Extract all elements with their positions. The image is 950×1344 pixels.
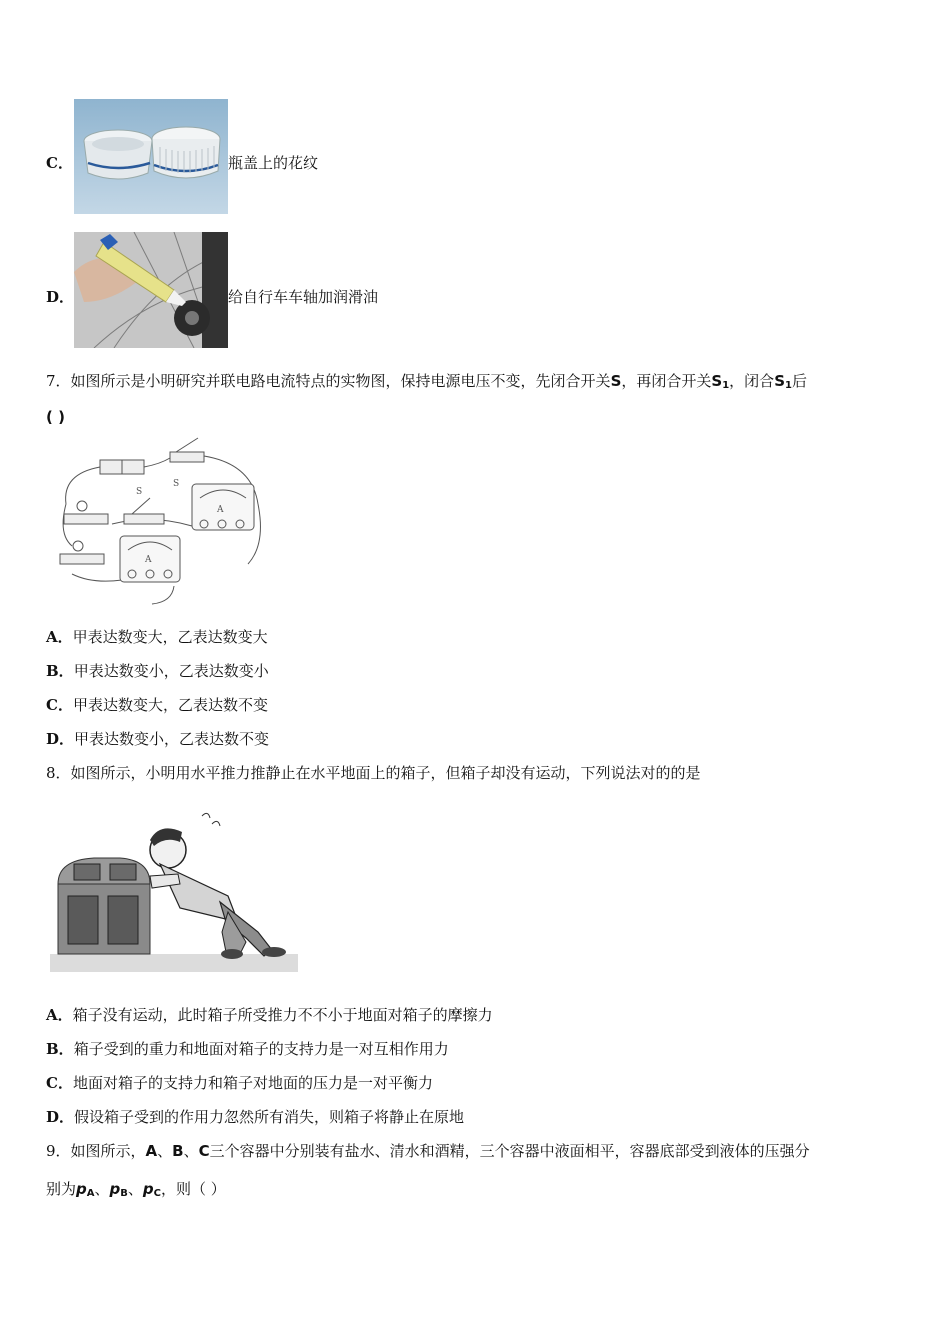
- q7-stem-part4: 后: [791, 372, 807, 390]
- q8-option-c-letter: C．: [46, 1074, 73, 1092]
- q8-option-b: [46, 1038, 449, 1059]
- q9-sub-b: B: [120, 1188, 128, 1199]
- q9-p-c: p: [142, 1180, 154, 1198]
- q9-p-b: p: [109, 1180, 121, 1198]
- q7-switch-s: S: [610, 372, 622, 390]
- pushing-box-image: [50, 804, 298, 972]
- q8-stem: 8．如图所示，小明用水平推力推静止在水平地面上的箱子，但箱子却没有运动，下列说法对的的是: [46, 764, 701, 782]
- q7-switch-s1-a: S: [711, 372, 723, 390]
- q9-sep1: 、: [157, 1142, 173, 1160]
- q9-p-a: p: [76, 1180, 87, 1198]
- q9-stem-line2: [46, 1178, 226, 1199]
- q9-stem-line1: [46, 1140, 810, 1161]
- q9-label-c: C: [198, 1142, 210, 1160]
- q8-option-d-text: 假设箱子受到的作用力忽然所有消失，则箱子将静止在原地: [74, 1108, 465, 1126]
- bicycle-oil-image: [74, 232, 228, 348]
- q7-option-d-text: 甲表达数变小，乙表达数不变: [74, 730, 270, 748]
- q9-line2-part2: ，则（ ）: [161, 1180, 226, 1198]
- q8-option-c-text: 地面对箱子的支持力和箱子对地面的压力是一对平衡力: [72, 1074, 433, 1092]
- q7-option-a: [46, 626, 268, 647]
- option-d-caption: 给自行车车轴加润滑油: [228, 288, 379, 306]
- bottle-cap-image: [74, 99, 228, 214]
- q8-option-b-letter: B．: [46, 1040, 74, 1058]
- q7-option-c-text: 甲表达数变大，乙表达数不变: [72, 696, 268, 714]
- q9-sep2: 、: [183, 1142, 199, 1160]
- q9-label-a: A: [145, 1142, 158, 1160]
- q9-sub-a: A: [86, 1188, 95, 1199]
- q7-switch-s1-b: S: [774, 372, 785, 390]
- q7-option-a-text: 甲表达数变大，乙表达数变大: [72, 628, 268, 646]
- q7-option-a-letter: A．: [46, 628, 73, 646]
- q8-option-c: [46, 1072, 433, 1093]
- option-d-letter: D．: [46, 288, 75, 306]
- q8-option-d-letter: D．: [46, 1108, 75, 1126]
- q9-sub-c: C: [153, 1188, 162, 1199]
- q7-option-c-letter: C．: [46, 696, 73, 714]
- svg-text:S: S: [173, 479, 180, 489]
- q7-option-b: [46, 660, 269, 681]
- q8-option-a-letter: A．: [46, 1006, 73, 1024]
- q7-stem-part3: ，闭合: [729, 372, 775, 390]
- q7-option-b-text: 甲表达数变小，乙表达数变小: [73, 662, 269, 680]
- q7-sub-1b: 1: [785, 380, 792, 391]
- q7-option-c: [46, 694, 268, 715]
- circuit-diagram-image: [52, 434, 264, 606]
- q7-stem-part1: 7．如图所示是小明研究并联电路电流特点的实物图，保持电源电压不变，先闭合开关: [46, 372, 611, 390]
- q8-option-a: [46, 1004, 493, 1025]
- option-c-letter: C．: [46, 154, 73, 172]
- q8-option-a-text: 箱子没有运动，此时箱子所受推力不不小于地面对箱子的摩擦力: [72, 1006, 493, 1024]
- q9-sep4: 、: [127, 1180, 143, 1198]
- svg-text:A: A: [145, 555, 152, 565]
- svg-text:A: A: [217, 505, 224, 515]
- q9-label-b: B: [172, 1142, 184, 1160]
- q8-option-d: [46, 1106, 464, 1127]
- q7-option-d-letter: D．: [46, 730, 75, 748]
- option-c-caption: 瓶盖上的花纹: [228, 154, 319, 172]
- q7-option-b-letter: B．: [46, 662, 74, 680]
- q7-stem-part2: ，再闭合开关: [621, 372, 712, 390]
- svg-text:S: S: [136, 487, 143, 497]
- q7-sub-1a: 1: [722, 380, 730, 391]
- q7-option-d: [46, 728, 269, 749]
- q7-stem: [46, 370, 807, 391]
- q9-sep3: 、: [94, 1180, 110, 1198]
- q9-stem-part2: 三个容器中分别装有盐水、清水和酒精，三个容器中液面相平，容器底部受到液体的压强分: [209, 1142, 810, 1160]
- q9-line2-part1: 别为: [46, 1180, 77, 1198]
- q8-option-b-text: 箱子受到的重力和地面对箱子的支持力是一对互相作用力: [73, 1040, 449, 1058]
- q7-answer-paren: ( ): [46, 408, 65, 426]
- q9-stem-part1: 9．如图所示，: [46, 1142, 146, 1160]
